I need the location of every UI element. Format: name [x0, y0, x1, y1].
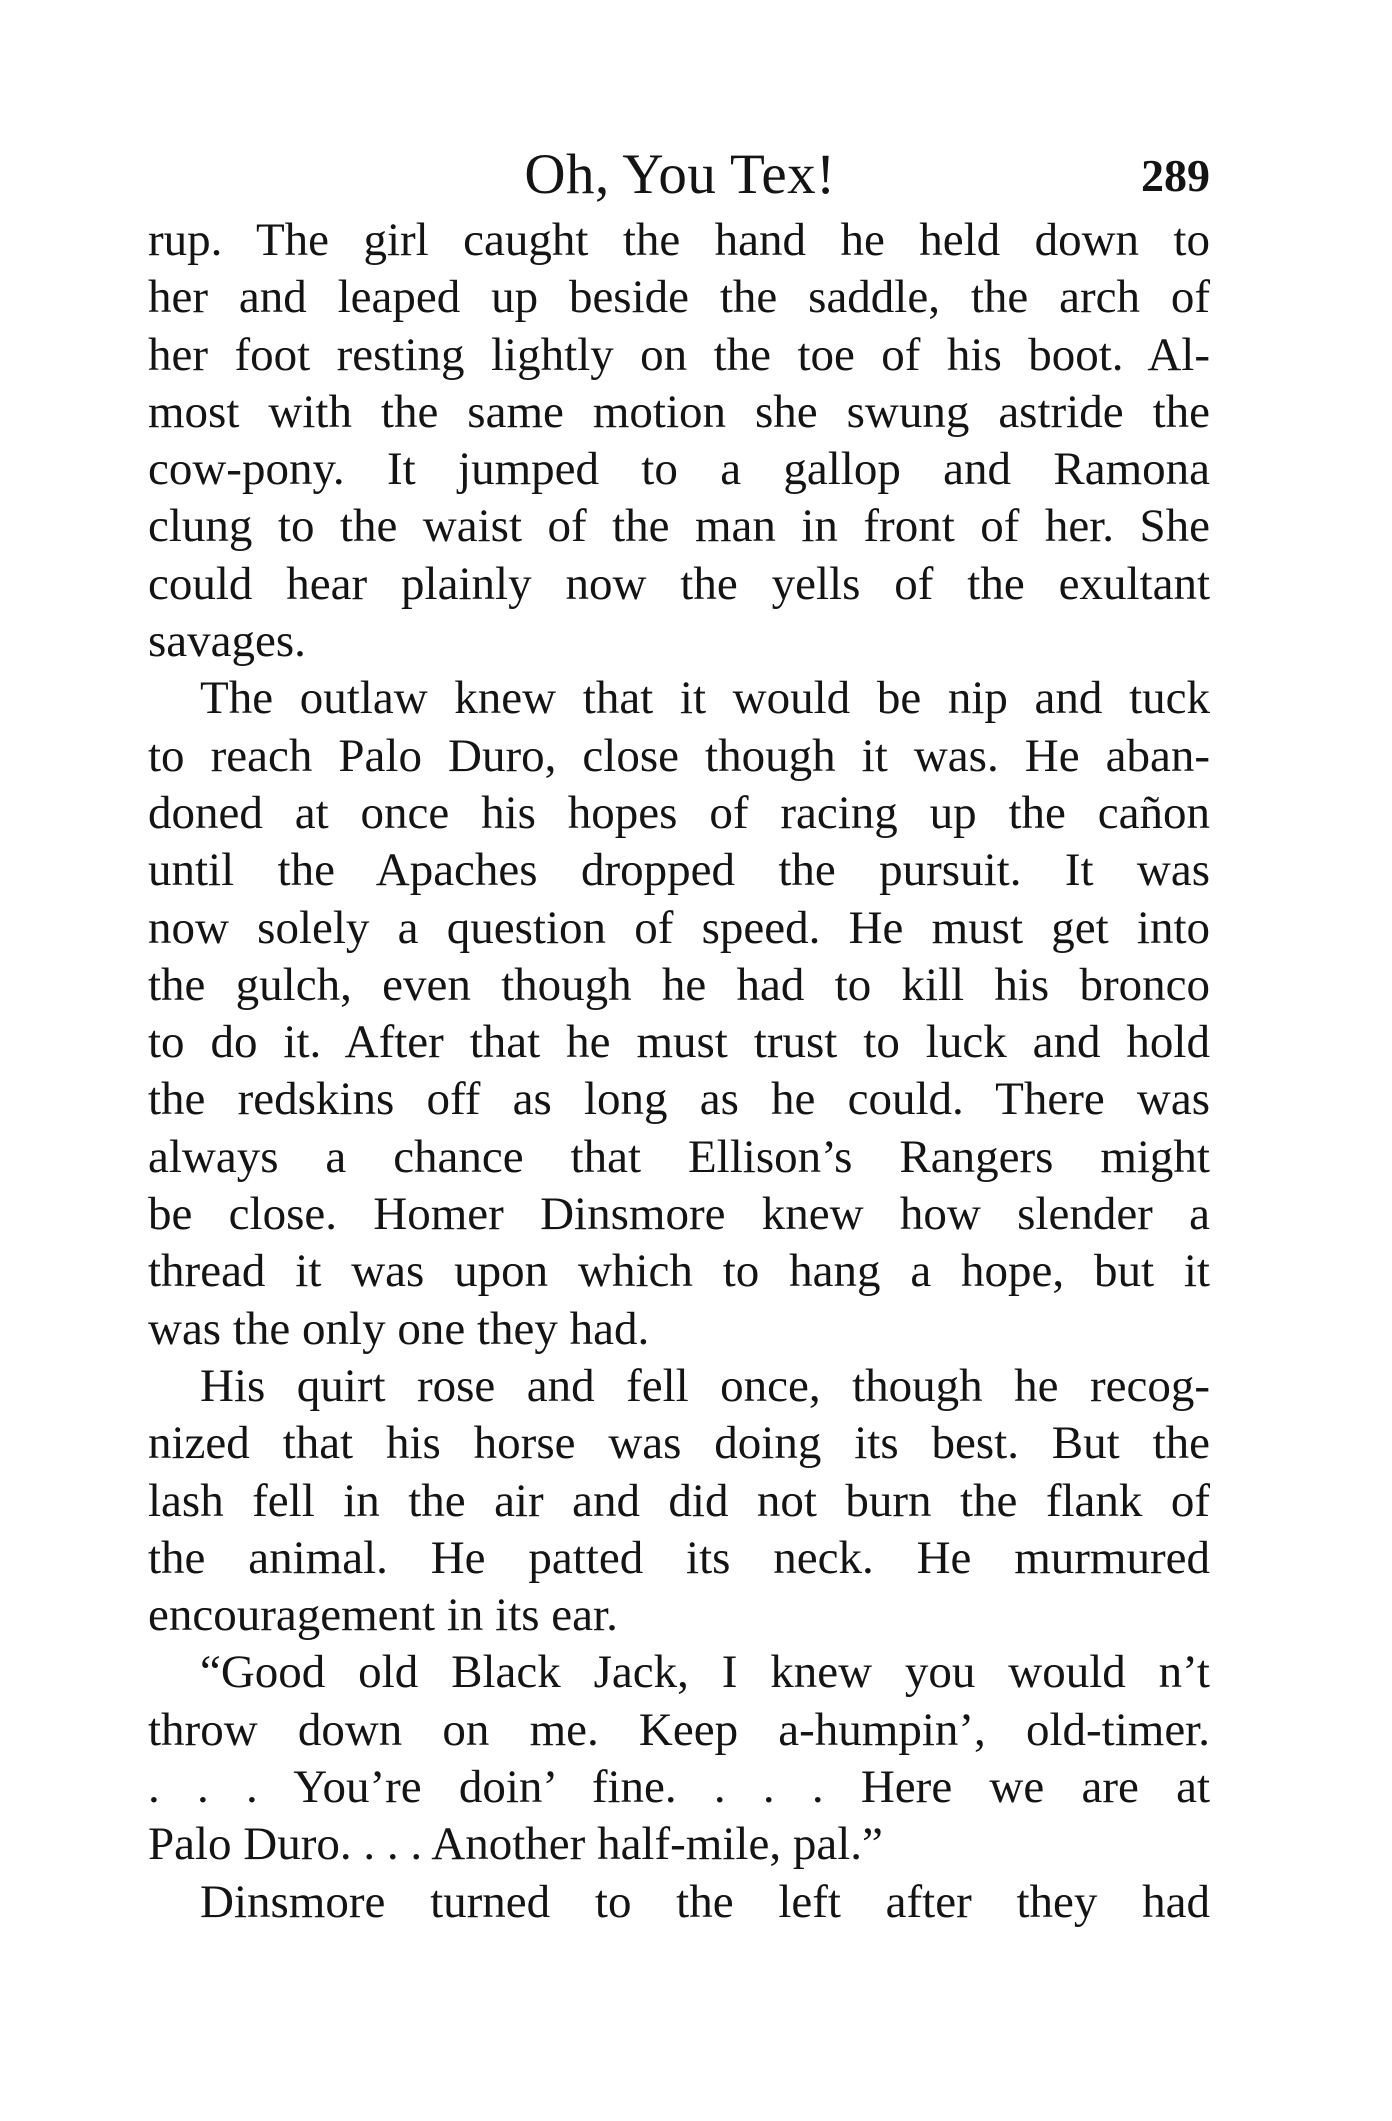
text-line: doned at once his hopes of racing up the cañon: [148, 786, 1210, 839]
text-line: Dinsmore turned to the left after they had: [200, 1875, 1210, 1928]
text-line: cow-pony. It jumped to a gallop and Ramona: [148, 443, 1210, 496]
text-line: rup. The girl caught the hand he held down to: [148, 214, 1210, 266]
text-line: savages.: [148, 615, 306, 668]
body-text: [148, 212, 1210, 1931]
text-line: her foot resting lightly on the toe of his boot. Al-: [148, 328, 1210, 381]
text-line: until the Apaches dropped the pursuit. It was: [148, 844, 1210, 897]
text-line: now solely a question of speed. He must get into: [148, 901, 1210, 954]
text-line: most with the same motion she swung astride the: [148, 385, 1210, 438]
text-line: “Good old Black Jack, I knew you would n’t: [200, 1646, 1210, 1699]
text-line: to do it. After that he must trust to luck and hold: [148, 1016, 1210, 1069]
text-line: thread it was upon which to hang a hope, but it: [148, 1245, 1210, 1298]
text-line: the redskins off as long as he could. There was: [148, 1073, 1210, 1126]
text-line: be close. Homer Dinsmore knew how slender a: [148, 1188, 1210, 1241]
running-head: [150, 140, 1210, 210]
text-line: throw down on me. Keep a-humpin’, old-timer.: [148, 1703, 1210, 1756]
text-line: could hear plainly now the yells of the exultant: [148, 557, 1210, 610]
text-line: the gulch, even though he had to kill his bronco: [148, 958, 1210, 1011]
text-line: encouragement in its ear.: [148, 1589, 618, 1642]
page-number: 289: [1141, 150, 1210, 201]
text-line: Palo Duro. . . . Another half-mile, pal.”: [148, 1818, 883, 1871]
text-line: lash fell in the air and did not burn the flank of: [148, 1474, 1210, 1527]
text-line: always a chance that Ellison’s Rangers might: [148, 1130, 1210, 1183]
text-line: The outlaw knew that it would be nip and tuck: [200, 672, 1210, 725]
text-line: His quirt rose and fell once, though he recog-: [200, 1359, 1210, 1412]
text-line: was the only one they had.: [148, 1302, 650, 1355]
text-line: clung to the waist of the man in front of her. She: [148, 500, 1210, 553]
text-line: . . . You’re doin’ fine. . . . Here we are at: [148, 1761, 1210, 1814]
text-line: nized that his horse was doing its best. But the: [148, 1417, 1210, 1470]
text-line: to reach Palo Duro, close though it was. He aban-: [148, 729, 1210, 782]
running-title: Oh, You Tex!: [524, 143, 836, 206]
text-line: the animal. He patted its neck. He murmured: [148, 1531, 1210, 1584]
text-line: her and leaped up beside the saddle, the arch of: [148, 271, 1210, 324]
